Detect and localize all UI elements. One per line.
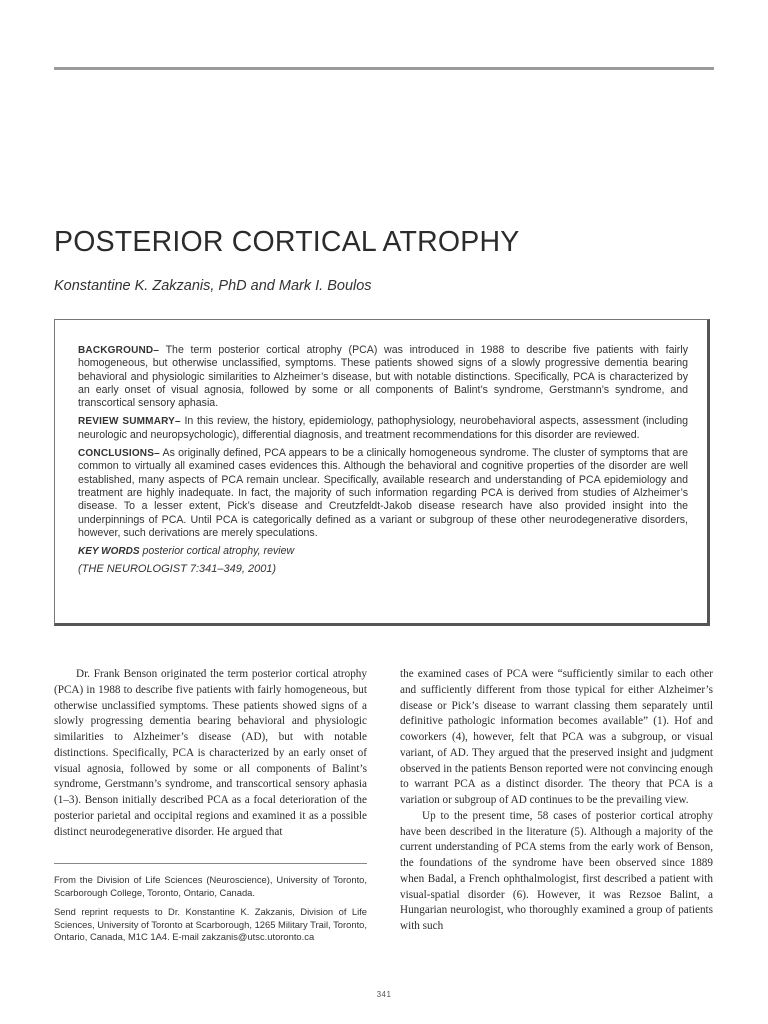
article-title: POSTERIOR CORTICAL ATROPHY <box>54 226 520 258</box>
body-paragraph-continued: the examined cases of PCA were “sufficiently similar to each other and sufficiently different from those typical for either Alzheimer’s disease or Pick’s disease to warrant classing them separately until definitive pathologic information becomes available” (1). Hof and coworkers (4), however, felt that PCA was a subgroup, or visual variant, of AD. They argued that the preserved insight and judgment observed in the patients Benson reported were not convincing enough to warrant PCA as a distinct disorder. The theory that PCA is a variation or subgroup of AD continues to be the prevailing view. <box>400 668 713 806</box>
abstract-review-summary <box>78 415 688 442</box>
right-column <box>400 667 713 935</box>
abstract-background <box>78 344 688 410</box>
abstract-conclusions <box>78 447 688 540</box>
review-summary-text: In this review, the history, epidemiology, pathophysiology, neurobehavioral aspects, assessment (including neurologic and neuropsychologic), differential diagnosis, and treatment recommendations for this disorder are reviewed. <box>78 415 688 441</box>
conclusions-text: As originally defined, PCA appears to be a clinically homogeneous syndrome. The cluster of symptoms that are common to virtually all examined cases evidences this. Although the behavioral and cognitive properties of the disorder are well established, many aspects of PCA remain unclear. Specifically, available research and understanding of PCA epidemiology and treatment are highly inadequate. In fact, the majority of such information regarding PCA is derived from studies of Alzheimer’s disease. To a lesser extent, Pick’s disease and Creutzfeldt-Jakob disease research have also provided insight into the underpinnings of PCA. Until PCA is categorically defined as a variant or subgroup of these other neurodegenerative disorders, however, such derivations are merely speculations. <box>78 447 688 539</box>
abstract-keywords <box>78 545 688 558</box>
page-number: 341 <box>376 990 392 999</box>
article-authors: Konstantine K. Zakzanis, PhD and Mark I. Boulos <box>54 278 372 294</box>
header-rule <box>54 67 714 70</box>
left-column <box>54 667 367 840</box>
footnote-rule <box>54 863 367 864</box>
body-paragraph-history: Up to the present time, 58 cases of posterior cortical atrophy have been described in the literature (5). Although a majority of the current understanding of PCA stems from the early work of Benson, the foundations of the syndrome have been observed since 1889 when Badal, a French ophthalmologist, first described a patient with visual-spatial disorder (6). However, it was Rezsoe Balint, a Hungarian neurologist, who thoroughly examined a group of patients with such <box>400 809 713 932</box>
footnote-reprints: Send reprint requests to Dr. Konstantine K. Zakzanis, Division of Life Sciences, University of Toronto at Scarborough, 1265 Military Trail, Toronto, Ontario, Canada, M1C 1A4. E-mail zakzanis@utsc.utoronto.ca <box>54 906 367 943</box>
footnote-affiliation: From the Division of Life Sciences (Neuroscience), University of Toronto, Scarborough College, Toronto, Ontario, Canada. <box>54 874 367 898</box>
conclusions-heading: CONCLUSIONS– <box>78 448 160 460</box>
background-heading: BACKGROUND– <box>78 345 160 356</box>
journal-citation: (THE NEUROLOGIST 7:341–349, 2001) <box>78 563 277 576</box>
keywords-heading: KEY WORDS <box>78 546 140 558</box>
abstract-box <box>54 319 710 626</box>
body-paragraph-intro: Dr. Frank Benson originated the term posterior cortical atrophy (PCA) in 1988 to describe five patients with fairly homogeneous, but otherwise unclassified symptoms. These patients showed signs of a slowly progressing dementia bearing behavioral and physiologic similarities to Alzheimer’s disease (AD), but with notable distinctions. Specifically, PCA is characterized by an early onset of visual agnosia, followed by some or all components of Balint’s syndrome, Gerstmann’s syndrome, and transcortical sensory aphasia (1–3). Benson initially described PCA as a focal deterioration of the posterior parietal and occipital regions and examined it as a possible distinct neurodegenerative disorder. He argued that <box>54 668 367 838</box>
review-summary-heading: REVIEW SUMMARY– <box>78 416 181 428</box>
background-text: The term posterior cortical atrophy (PCA) was introduced in 1988 to describe five patients with fairly homogeneous, but otherwise unclassified, symptoms. These patients showed signs of a slowly progressive dementia bearing behavioral and physiologic similarities to Alzheimer’s disease, but with notable distinctions. Specifically, PCA is characterized by an early onset of visual agnosia, followed by some or all components of Balint’s syndrome, Gerstmann’s syndrome, and transcortical sensory aphasia. <box>78 344 688 410</box>
abstract-content <box>78 344 688 577</box>
keywords-text: posterior cortical atrophy, review <box>139 545 295 558</box>
